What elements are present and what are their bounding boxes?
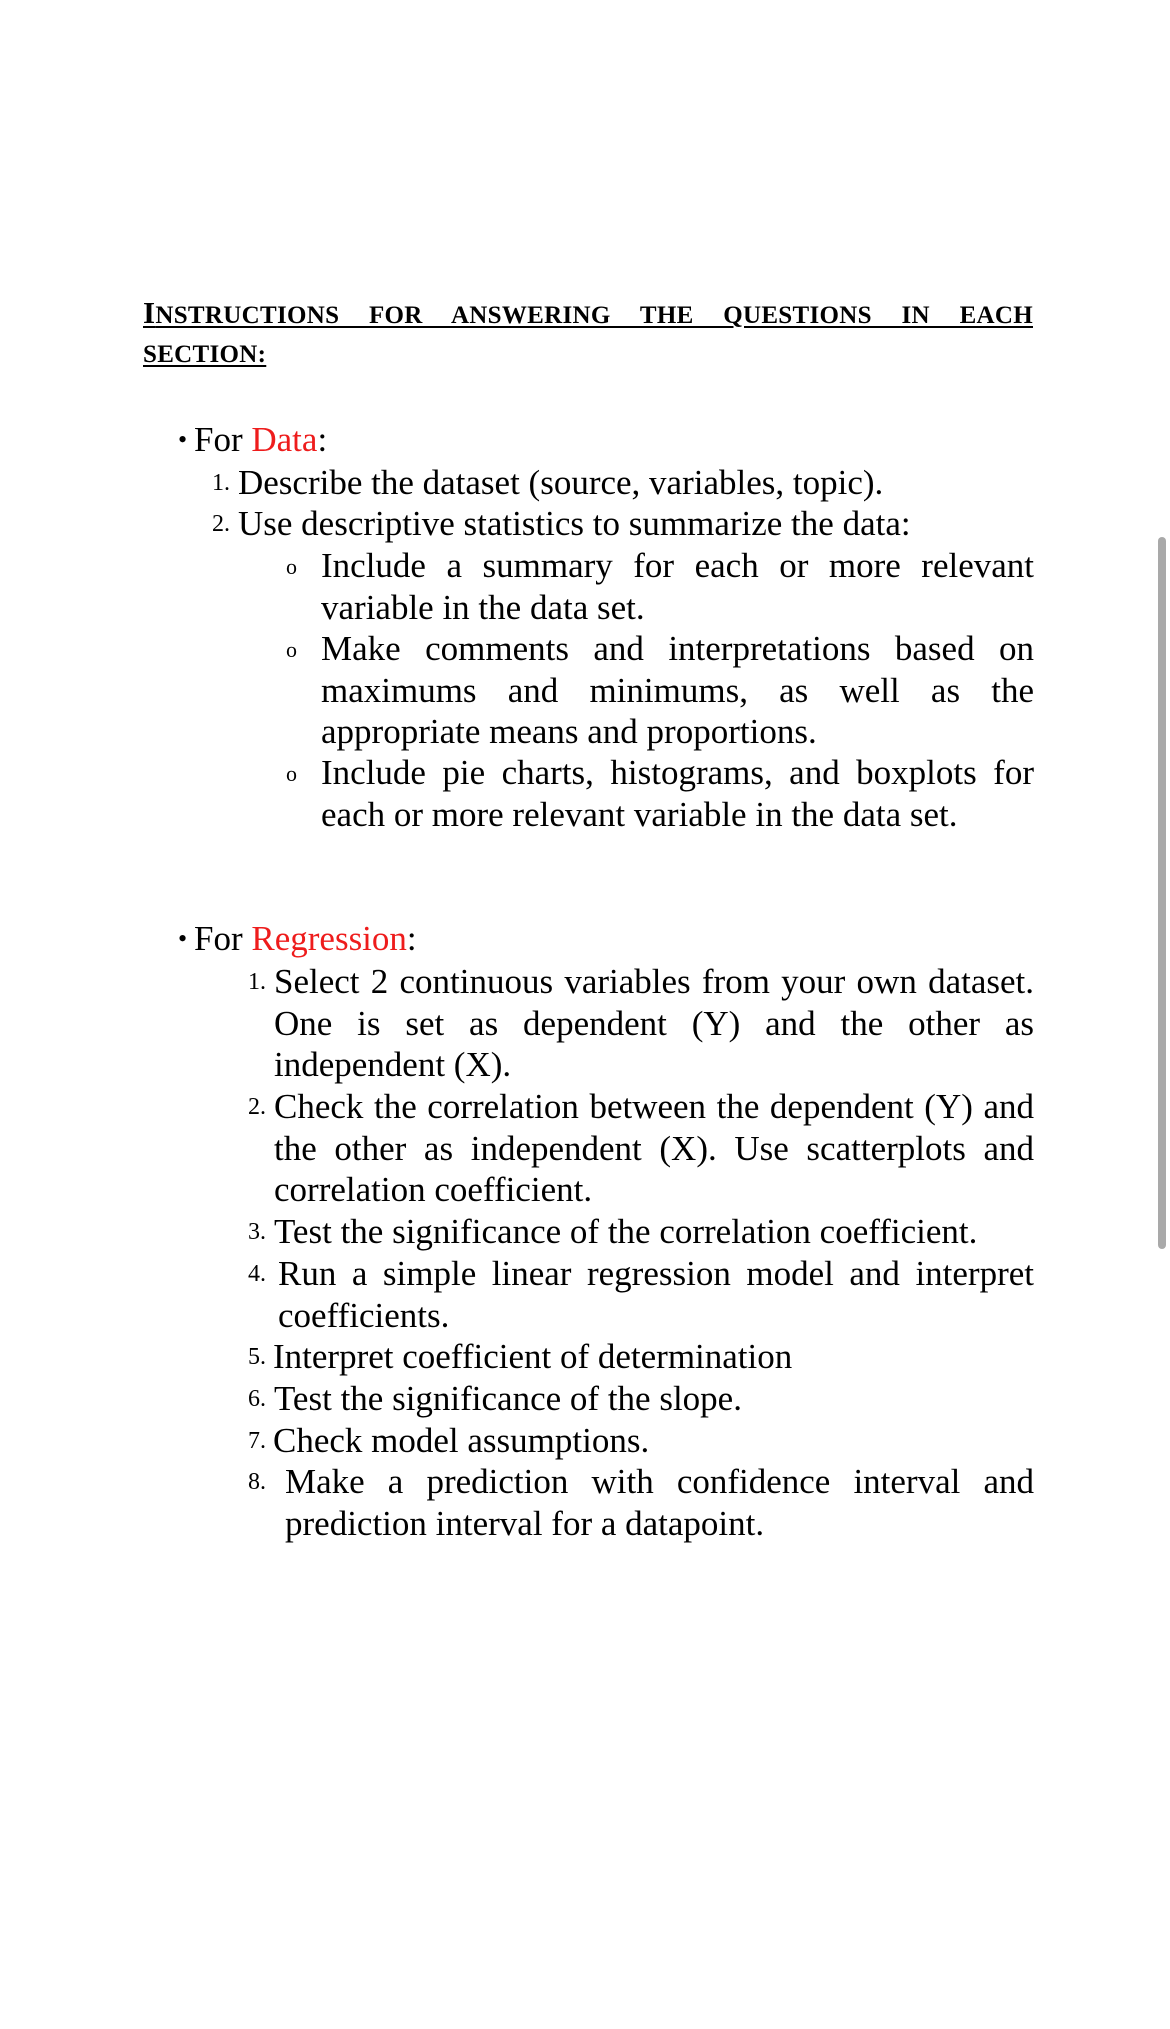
regression-item-1: Select 2 continuous variables from your own dataset. One is set as dependent (Y) and the other as independent (X).	[274, 962, 1034, 1084]
bullet-icon: •	[178, 425, 188, 454]
regression-item-6: Test the significance of the slope.	[274, 1379, 742, 1418]
heading-initial: I	[143, 295, 156, 330]
list-number: 1.	[212, 470, 230, 496]
circle-bullet-icon: o	[286, 761, 297, 786]
regression-item-5: Interpret coefficient of determination	[273, 1337, 793, 1376]
list-number: 1.	[248, 969, 266, 995]
data-section-prefix: For	[194, 420, 252, 459]
circle-bullet-icon: o	[286, 554, 297, 579]
list-number: 7.	[248, 1428, 266, 1454]
data-item-2: Use descriptive statistics to summarize the data:	[238, 504, 911, 543]
list-number: 2.	[212, 511, 230, 537]
regression-section-suffix: :	[406, 919, 417, 958]
list-number: 8.	[248, 1469, 266, 1495]
regression-item-7: Check model assumptions.	[273, 1421, 650, 1460]
data-subitem-2: Make comments and interpretations based on maximums and minimums, as well as the appropriate means and proportions.	[321, 629, 1034, 751]
regression-item-4: Run a simple linear regression model and interpret coefficients.	[278, 1254, 1034, 1335]
data-item-1: Describe the dataset (source, variables, topic).	[238, 463, 884, 502]
regression-section-keyword: Regression	[251, 919, 407, 958]
list-number: 4.	[248, 1261, 266, 1287]
data-subitem-3: Include pie charts, histograms, and boxplots for each or more relevant variable in the data set.	[321, 753, 1034, 834]
data-section-keyword: Data	[251, 420, 318, 459]
data-section-suffix: :	[317, 420, 328, 459]
list-number: 3.	[248, 1219, 266, 1245]
regression-item-3: Test the significance of the correlation coefficient.	[274, 1212, 978, 1251]
regression-item-8: Make a prediction with confidence interval and prediction interval for a datapoint.	[285, 1462, 1034, 1543]
list-number: 6.	[248, 1386, 266, 1412]
data-subitem-1: Include a summary for each or more relevant variable in the data set.	[321, 546, 1034, 627]
regression-item-2: Check the correlation between the dependent (Y) and the other as independent (X). Use scatterplots and correlation coefficient.	[274, 1087, 1034, 1209]
heading-line-1: NSTRUCTIONS FOR ANSWERING THE QUESTIONS IN EACH	[155, 302, 1033, 329]
regression-section-title	[194, 918, 417, 960]
regression-section-prefix: For	[194, 919, 252, 958]
circle-bullet-icon: o	[286, 637, 297, 662]
vertical-scrollbar[interactable]	[1158, 537, 1166, 1249]
list-number: 5.	[248, 1344, 266, 1370]
instructions-heading	[143, 292, 1033, 337]
data-section-title	[194, 419, 327, 461]
instructions-heading-line-2: SECTION:	[143, 341, 267, 368]
list-number: 2.	[248, 1094, 266, 1120]
bullet-icon: •	[178, 924, 188, 953]
